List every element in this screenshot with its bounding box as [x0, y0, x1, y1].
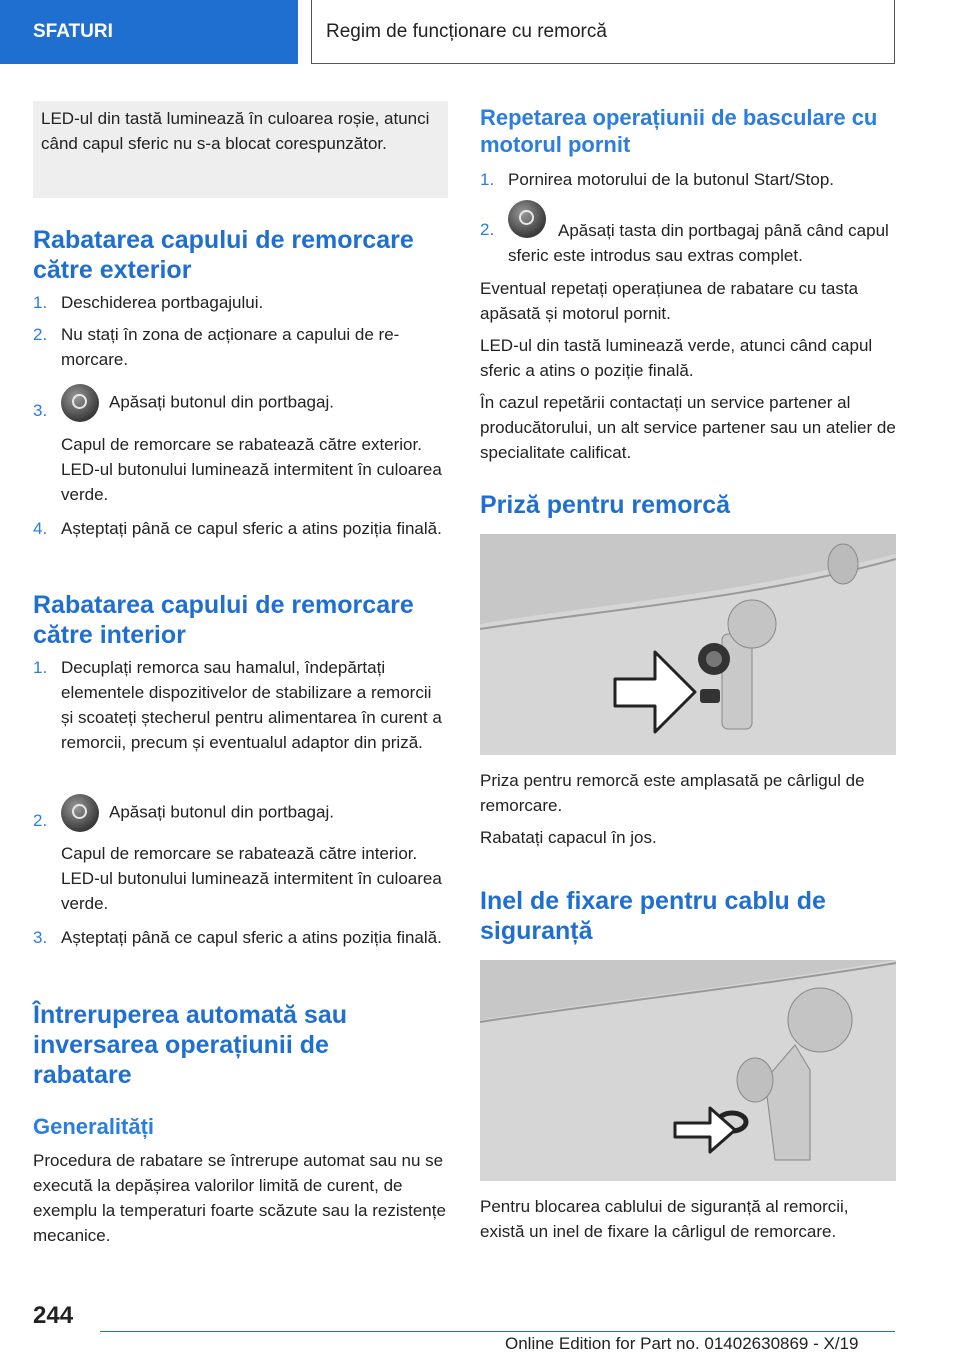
- heading-interrupt: Întreruperea automată sau inversarea operațiunii de rabatare: [33, 1001, 347, 1089]
- step-number: 2.: [33, 811, 48, 830]
- info-note-text: LED-ul din tastă luminează în culoarea roșie, atunci când capul sferic nu s-a blocat corespunzător.: [41, 109, 430, 153]
- step-text: Așteptați până ce capul sferic a atins poziția finală.: [61, 519, 442, 538]
- step-description: [61, 432, 448, 507]
- step-text: Pornirea motorului de la butonul Start/Stop.: [508, 170, 835, 189]
- step-number: 2.: [480, 220, 495, 239]
- edition-text: Online Edition for Part no. 01402630869 - X/19: [505, 1334, 859, 1353]
- paragraph: Rabatați capacul în jos.: [480, 828, 657, 847]
- heading-interior: Rabatarea capului de remorcare către interior: [33, 591, 414, 649]
- tow-button-icon: [61, 384, 99, 422]
- step-text: Apăsați tasta din portbagaj până când capul sferic este introdus sau extras complet.: [508, 221, 889, 265]
- step-number: 1.: [480, 170, 495, 189]
- step-number: 1.: [33, 293, 48, 312]
- paragraph: Pentru blocarea cablului de siguranță al remorcii, există un inel de fixare la cârligul de remorcare.: [480, 1197, 849, 1241]
- list-item: [33, 384, 448, 426]
- heading-socket: Priză pentru remorcă: [480, 491, 731, 519]
- step-text: Deschiderea portbagajului.: [61, 293, 264, 312]
- heading-general: Generalități: [33, 1114, 155, 1139]
- tow-button-icon: [61, 794, 99, 832]
- section-label: SFATURI: [33, 21, 113, 42]
- step-number: 3.: [33, 928, 48, 947]
- paragraph: Priza pentru remorcă este amplasată pe cârligul de remorcare.: [480, 771, 865, 815]
- step-text: Capul de remorcare se rabatează către interior. LED-ul butonului luminează intermitent în culoarea verde.: [61, 844, 442, 913]
- step-text: Nu stați în zona de acționare a capului de remorcare.: [61, 325, 400, 369]
- list-item: [33, 794, 448, 836]
- step-description: [61, 841, 448, 916]
- trailer-socket-illustration: [480, 534, 896, 755]
- step-text: Decuplați remorca sau hamalul, îndepărtați elementele dispozitivelor de stabilizare a remorcii și scoateți ștecherul pentru alimentarea în curent a remorcii, precum și eventualul adaptor din priză.: [61, 658, 442, 752]
- section-tab: [0, 0, 298, 64]
- page-header: [311, 0, 895, 64]
- step-number: 1.: [33, 658, 48, 677]
- heading-repeat: Repetarea operațiunii de basculare cu motorul pornit: [480, 105, 878, 157]
- step-number: 2.: [33, 325, 48, 344]
- step-text: Apăsați butonul din portbagaj.: [109, 802, 334, 822]
- safety-ring-illustration: [480, 960, 896, 1181]
- step-number: 3.: [33, 401, 48, 420]
- step-text: Capul de remorcare se rabatează către exterior. LED-ul butonului luminează intermitent în culoarea verde.: [61, 435, 442, 504]
- page-number: 244: [33, 1302, 74, 1329]
- footer-divider: [100, 1331, 895, 1332]
- step-number: 4.: [33, 519, 48, 538]
- general-text: Procedura de rabatare se întrerupe automat sau nu se execută la depășirea valorilor limită de curent, de exemplu la temperaturi foarte scăzute sau la rezistențe mecanice.: [33, 1151, 446, 1245]
- paragraph: În cazul repetării contactați un service partener al producătorului, un alt service partener sau un atelier de specialitate calificat.: [480, 393, 896, 462]
- paragraph: Eventual repetați operațiunea de rabatare cu tasta apăsată și motorul pornit.: [480, 279, 859, 323]
- step-text: Așteptați până ce capul sferic a atins poziția finală.: [61, 928, 442, 947]
- step-text: Apăsați butonul din portbagaj.: [109, 392, 334, 412]
- heading-exterior: Rabatarea capului de remorcare către exterior: [33, 226, 414, 284]
- list-item: [480, 200, 896, 270]
- paragraph: LED-ul din tastă luminează verde, atunci când capul sferic a atins o poziție finală.: [480, 336, 873, 380]
- heading-safety-ring: Inel de fixare pentru cablu de siguranță: [480, 887, 826, 945]
- info-note: [33, 101, 448, 198]
- page-header-title: Regim de funcționare cu remorcă: [326, 20, 607, 42]
